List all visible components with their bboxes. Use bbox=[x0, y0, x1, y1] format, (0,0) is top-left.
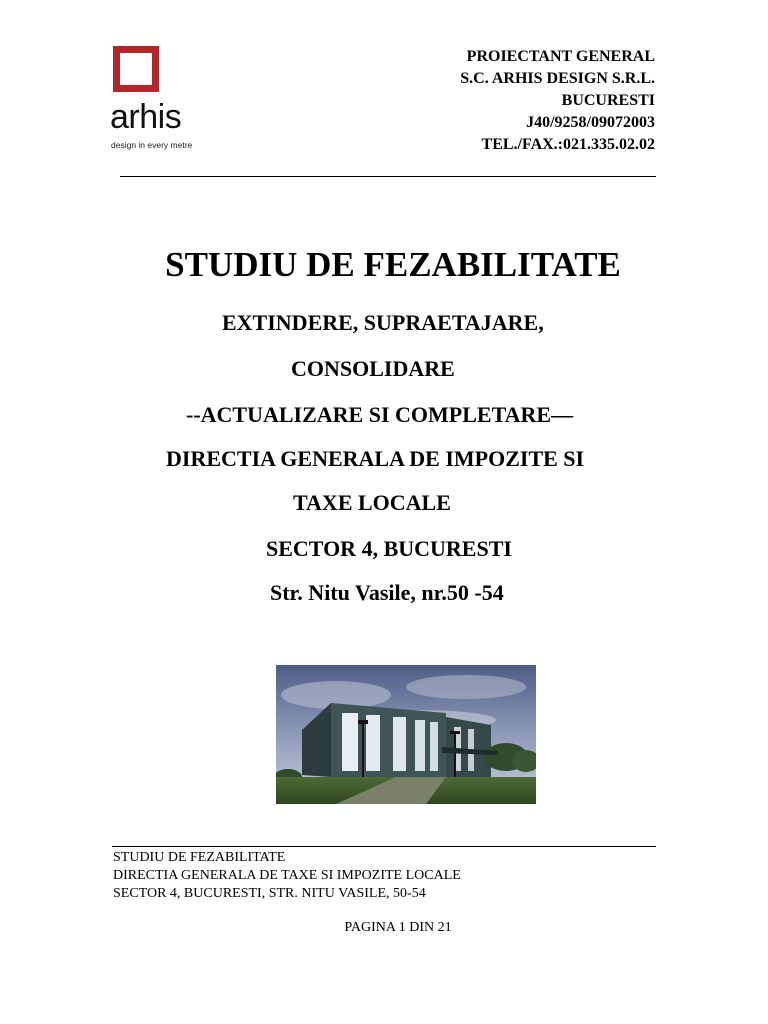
subtitle-line: CONSOLIDARE bbox=[291, 356, 455, 381]
footer-line: SECTOR 4, BUCURESTI, STR. NITU VASILE, 50-54 bbox=[113, 886, 426, 901]
company-info-line: PROIECTANT GENERAL bbox=[466, 48, 655, 65]
company-info-line: BUCURESTI bbox=[561, 92, 655, 109]
company-info-line: S.C. ARHIS DESIGN S.R.L. bbox=[460, 70, 655, 87]
footer-line: STUDIU DE FEZABILITATE bbox=[113, 850, 286, 865]
subtitle-line: EXTINDERE, SUPRAETAJARE, bbox=[222, 310, 544, 335]
company-logo bbox=[110, 44, 220, 154]
header-divider bbox=[120, 176, 656, 177]
company-info-line: J40/9258/09072003 bbox=[526, 114, 655, 131]
footer-divider bbox=[112, 846, 656, 847]
page-number: PAGINA 1 DIN 21 bbox=[344, 920, 452, 935]
document-title: STUDIU DE FEZABILITATE bbox=[165, 245, 621, 284]
logo-wordmark: arhis bbox=[110, 98, 182, 136]
subtitle-line: SECTOR 4, BUCURESTI bbox=[266, 536, 512, 561]
logo-square-mark bbox=[113, 46, 159, 92]
subtitle-line: --ACTUALIZARE SI COMPLETARE— bbox=[186, 402, 574, 427]
company-info bbox=[460, 46, 655, 156]
building-rendering-image bbox=[276, 665, 536, 804]
subtitle-line: TAXE LOCALE bbox=[293, 490, 451, 515]
page-footer bbox=[113, 849, 461, 903]
subtitle-line: DIRECTIA GENERALA DE IMPOZITE SI bbox=[166, 446, 585, 471]
footer-line: DIRECTIA GENERALA DE TAXE SI IMPOZITE LOCALE bbox=[113, 868, 461, 883]
address-line: Str. Nitu Vasile, nr.50 -54 bbox=[270, 580, 504, 605]
logo-tagline: design in every metre bbox=[111, 140, 193, 150]
company-info-line: TEL./FAX.:021.335.02.02 bbox=[481, 136, 655, 153]
